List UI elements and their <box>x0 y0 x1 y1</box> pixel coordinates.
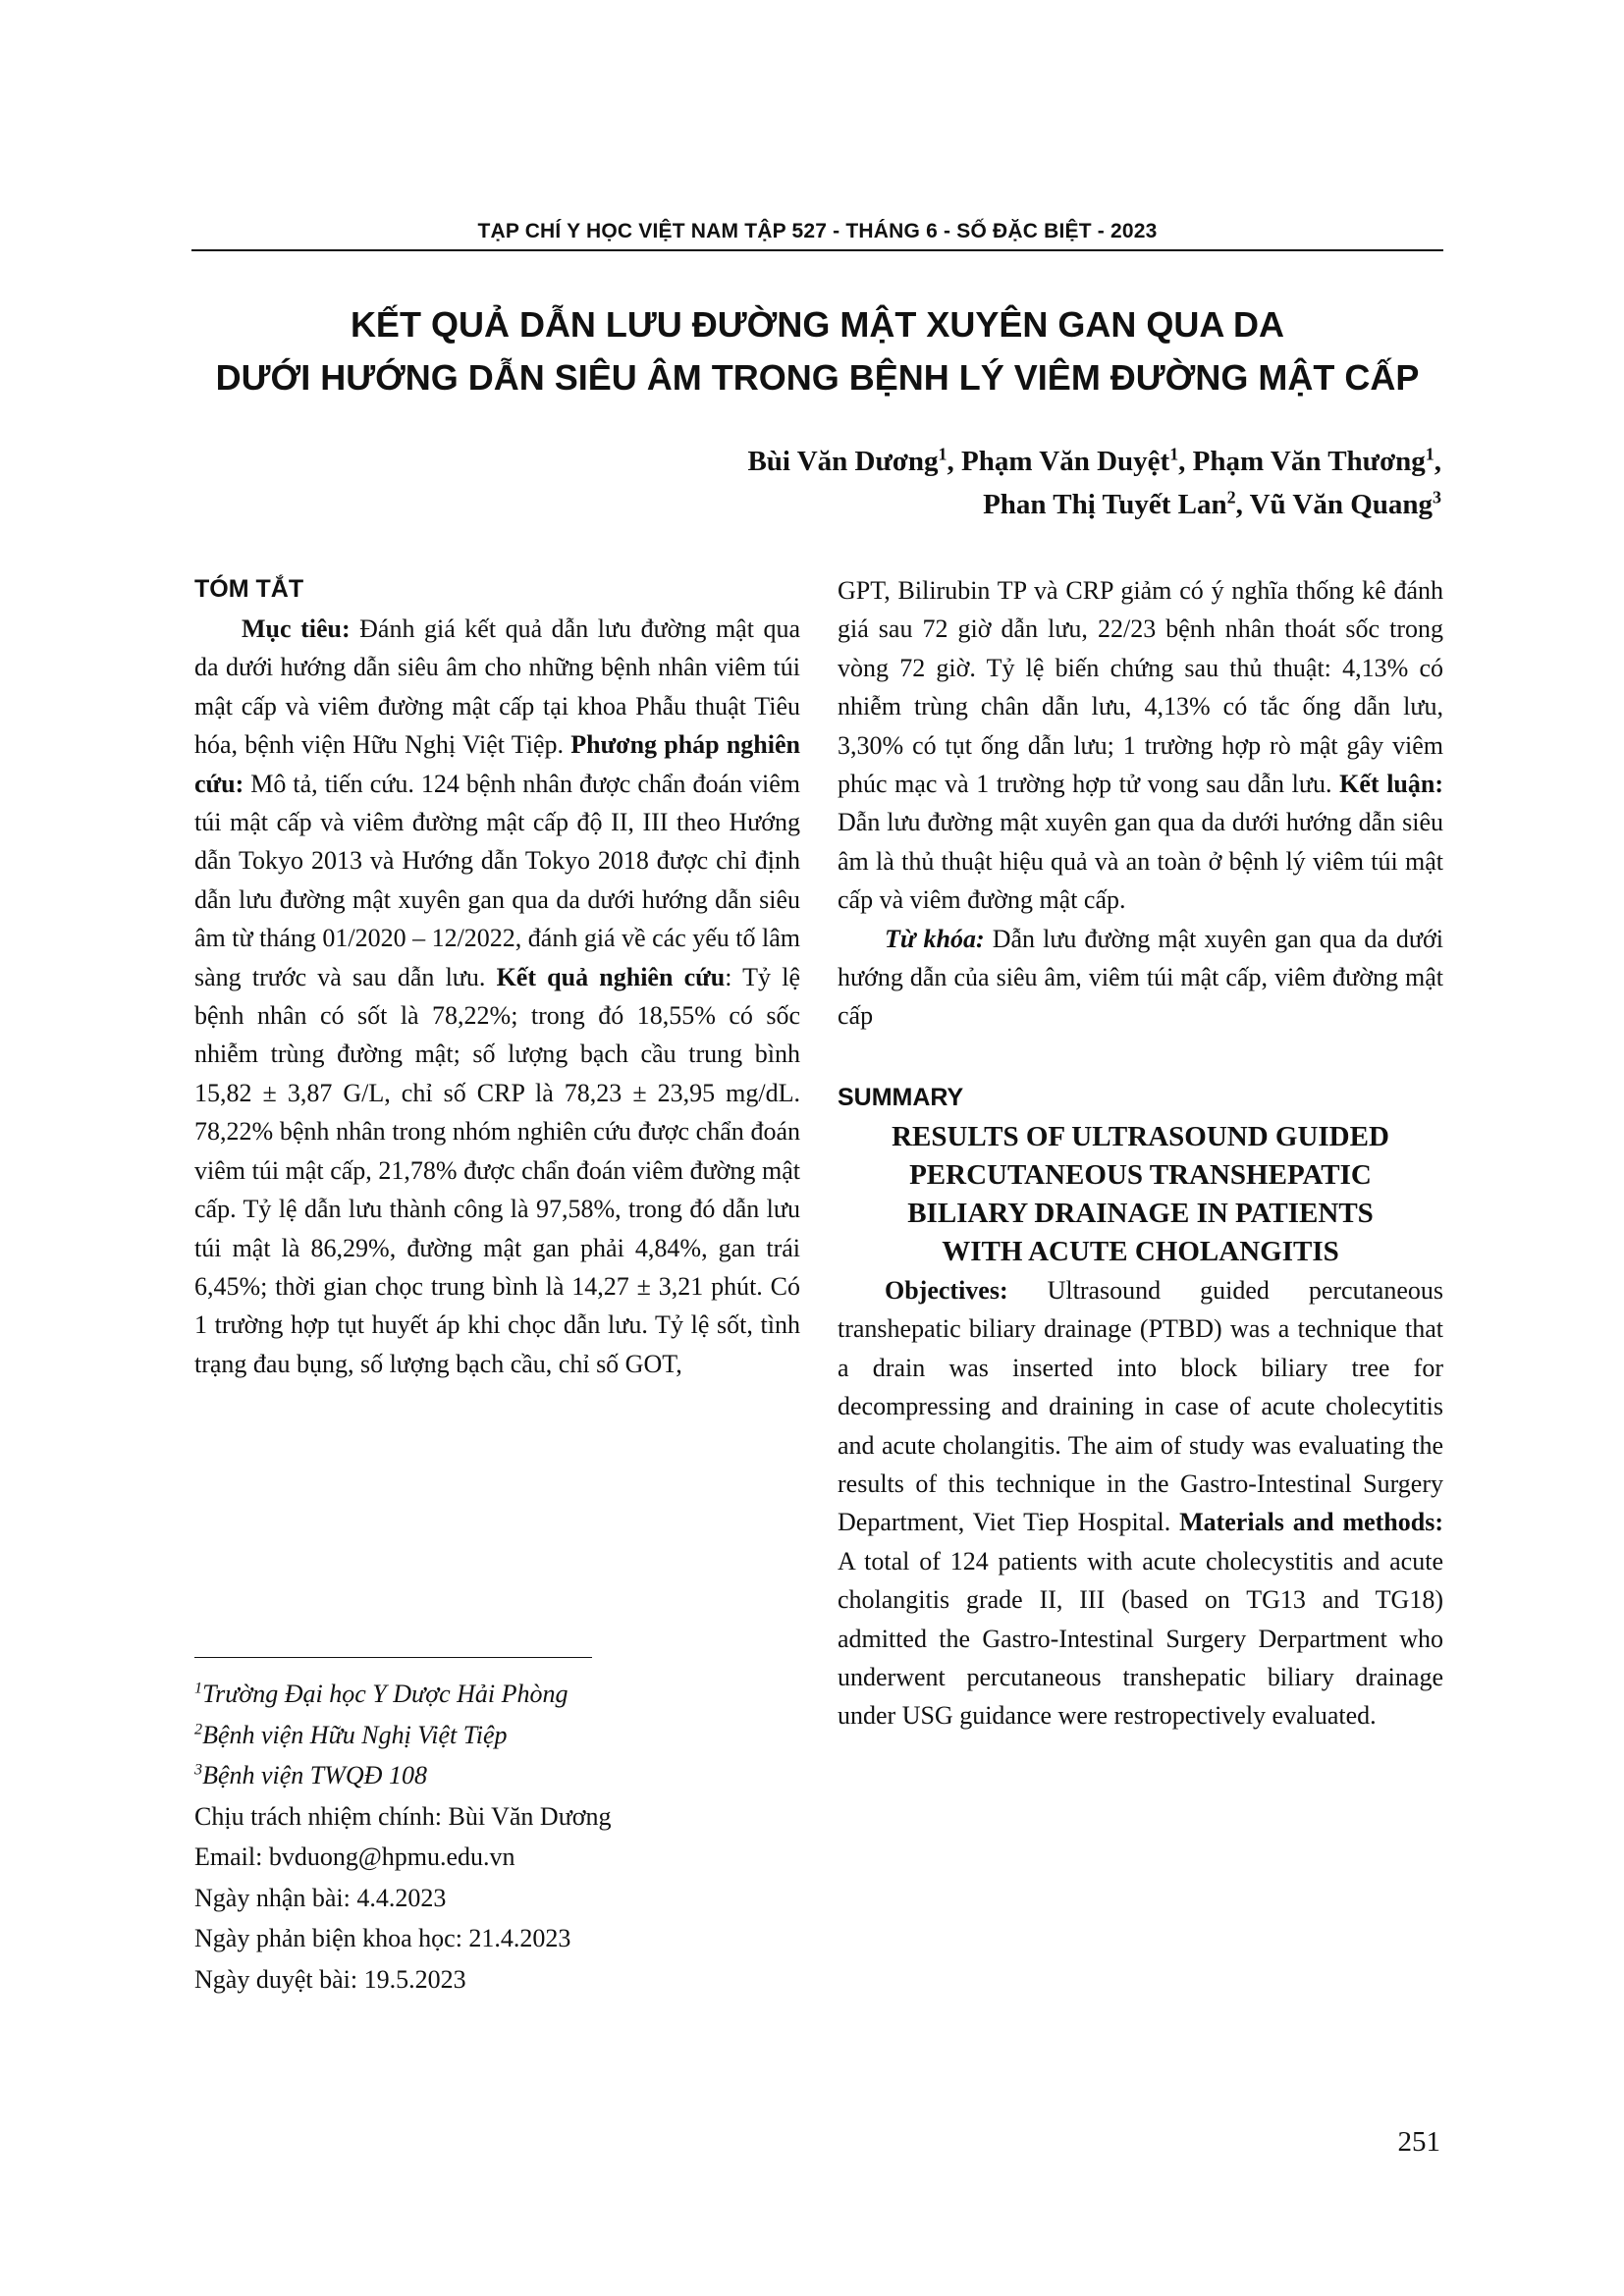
title-line-2: DƯỚI HƯỚNG DẪN SIÊU ÂM TRONG BỆNH LÝ VIÊM ĐƯỜNG MẬT CẤP <box>215 357 1420 398</box>
author-email: Email: bvduong@hpmu.edu.vn <box>194 1842 515 1871</box>
affiliation-3 <box>194 1755 800 1796</box>
author-name: Bùi Văn Dương <box>747 446 939 477</box>
journal-header: TẠP CHÍ Y HỌC VIỆT NAM TẬP 527 - THÁNG 6 - SỐ ĐẶC BIỆT - 2023 <box>477 220 1158 242</box>
abstract-paragraph <box>194 610 800 1383</box>
accepted-date: Ngày duyệt bài: 19.5.2023 <box>194 1964 466 1994</box>
english-title-line: BILIARY DRAINAGE IN PATIENTS <box>907 1197 1374 1229</box>
author-name: Phan Thị Tuyết Lan <box>983 489 1227 520</box>
title-line-1: KẾT QUẢ DẪN LƯU ĐƯỜNG MẬT XUYÊN GAN QUA DA <box>350 304 1285 345</box>
affiliation-2 <box>194 1715 800 1756</box>
en-methods-text: A total of 124 patients with acute cholecystitis and acute cholangitis grade II, III (based on TG13 and TG18) admitted the Gastro-Intestinal Surgery Derpartment who underwent percutaneous transhepatic biliary drainage under USG guidance were restropectively evaluated. <box>838 1546 1443 1731</box>
affiliation-1 <box>194 1674 800 1715</box>
objective-label: Mục tiêu: <box>242 614 351 643</box>
english-title-line: PERCUTANEOUS TRANSHEPATIC <box>909 1158 1372 1191</box>
author-affiliation-mark: 1 <box>938 444 947 464</box>
author-name: Vũ Văn Quang <box>1249 489 1434 520</box>
received-date: Ngày nhận bài: 4.4.2023 <box>194 1883 447 1912</box>
keywords-paragraph <box>838 920 1443 1036</box>
english-title <box>838 1118 1443 1271</box>
right-column <box>838 571 1443 1735</box>
footnotes <box>194 1674 800 2000</box>
author-affiliation-mark: 1 <box>1169 444 1179 464</box>
methods-text: Mô tả, tiến cứu. 124 bệnh nhân được chẩn đoán viêm túi mật cấp và viêm đường mật cấp độ II, III theo Hướng dẫn Tokyo 2013 và Hướng dẫn Tokyo 2018 được chỉ định dẫn lưu đường mật xuyên gan qua da dưới hướng dẫn siêu âm từ tháng 01/2020 – 12/2022, đánh giá về các yếu tố lâm sàng trước và sau dẫn lưu. <box>194 769 801 991</box>
objectives-label: Objectives: <box>885 1275 1008 1305</box>
footnote-rule <box>194 1657 592 1658</box>
conclusion-label: Kết luận: <box>1339 770 1443 799</box>
author-name: Phạm Văn Thương <box>1192 446 1426 477</box>
author-list <box>558 440 1441 526</box>
results-label: Kết quả nghiên cứu <box>496 962 726 991</box>
summary-heading: SUMMARY <box>838 1083 964 1111</box>
abstract-heading: TÓM TẮT <box>194 575 304 603</box>
author-affiliation-mark: 3 <box>1433 487 1441 507</box>
affiliation-name: Bệnh viện TWQĐ 108 <box>202 1761 427 1789</box>
author-line-2: Phan Thị Tuyết Lan$^2$, Vũ Văn Quang$^3$ <box>983 487 1441 520</box>
results-text-continued: GPT, Bilirubin TP và CRP giảm có ý nghĩa thống kê đánh giá sau 72 giờ dẫn lưu, 22/23 bệnh nhân thoát sốc trong vòng 72 giờ. Tỷ lệ biến chứng sau thủ thuật: 4,13% có nhiễm trùng chân dẫn lưu, 4,13% có tắc ống dẫn lưu, 3,30% có tụt ống dẫn lưu; 1 trường hợp rò mật gây viêm phúc mạc và 1 trường hợp tử vong sau dẫn lưu. <box>838 576 1443 799</box>
en-methods-label: Materials and methods: <box>1179 1508 1443 1537</box>
results-text: : Tỷ lệ bệnh nhân có sốt là 78,22%; trong đó 18,55% có sốc nhiễm trùng đường mật; số lượng bạch cầu trung bình 15,82 ± 3,87 G/L, chỉ số CRP là 78,23 ± 23,95 mg/dL. 78,22% bệnh nhân trong nhóm nghiên cứu được chẩn đoán viêm túi mật cấp, 21,78% được chẩn đoán viêm đường mật cấp. Tỷ lệ dẫn lưu thành công là 97,58%, trong đó dẫn lưu túi mật là 86,29%, đường mật gan phải 4,84%, gan trái 6,45%; thời gian chọc trung bình là 14,27 ± 3,21 phút. Có 1 trường hợp tụt huyết áp khi chọc dẫn lưu. Tỷ lệ sốt, tình trạng đau bụng, số lượng bạch cầu, chỉ số GOT, <box>194 962 800 1378</box>
review-date: Ngày phản biện khoa học: 21.4.2023 <box>194 1924 571 1952</box>
keywords-label: Từ khóa: <box>885 924 985 953</box>
page-number: 251 <box>1397 2126 1440 2158</box>
affiliation-mark: 2 <box>194 1720 203 1737</box>
affiliation-mark: 1 <box>194 1680 203 1697</box>
summary-paragraph <box>838 1271 1443 1735</box>
affiliation-mark: 3 <box>194 1761 203 1779</box>
objective-text: Đánh giá kết quả dẫn lưu đường mật qua da dưới hướng dẫn siêu âm cho những bệnh nhân viêm túi mật cấp và viêm đường mật cấp tại khoa Phẫu thuật Tiêu hóa, bệnh viện Hữu Nghị Việt Tiệp. <box>194 614 800 760</box>
objectives-text: Ultrasound guided percutaneous transhepatic biliary drainage (PTBD) was a technique that a drain was inserted into block biliary tree for decompressing and draining in case of acute cholecytitis and acute cholangitis. The aim of study was evaluating the results of this technique in the Gastro-Intestinal Surgery Department, Viet Tiep Hospital. <box>838 1275 1443 1537</box>
keywords-text: Dẫn lưu đường mật xuyên gan qua da dưới hướng dẫn của siêu âm, viêm túi mật cấp, viêm đường mật cấp <box>838 924 1444 1031</box>
responsible-author: Chịu trách nhiệm chính: Bùi Văn Dương <box>194 1801 612 1831</box>
left-column <box>194 571 800 1383</box>
author-affiliation-mark: 1 <box>1425 444 1435 464</box>
english-title-line: RESULTS OF ULTRASOUND GUIDED <box>892 1120 1389 1152</box>
abstract-continuation <box>838 571 1443 920</box>
author-affiliation-mark: 2 <box>1226 487 1236 507</box>
author-line-1: Bùi Văn Dương$^1$, Phạm Văn Duyệt$^1$, Phạm Văn Thương$^1$, <box>747 444 1441 477</box>
header-rule <box>191 249 1443 251</box>
article-title <box>191 298 1443 404</box>
author-name: Phạm Văn Duyệt <box>961 446 1170 477</box>
affiliation-name: Trường Đại học Y Dược Hải Phòng <box>202 1680 568 1708</box>
affiliation-name: Bệnh viện Hữu Nghị Việt Tiệp <box>202 1720 508 1749</box>
methods-label: Phương pháp nghiên cứu: <box>194 730 800 798</box>
conclusion-text: Dẫn lưu đường mật xuyên gan qua da dưới hướng dẫn siêu âm là thủ thuật hiệu quả và an toàn ở bệnh lý viêm túi mật cấp và viêm đường mật cấp. <box>838 808 1443 915</box>
english-title-line: WITH ACUTE CHOLANGITIS <box>942 1235 1339 1267</box>
